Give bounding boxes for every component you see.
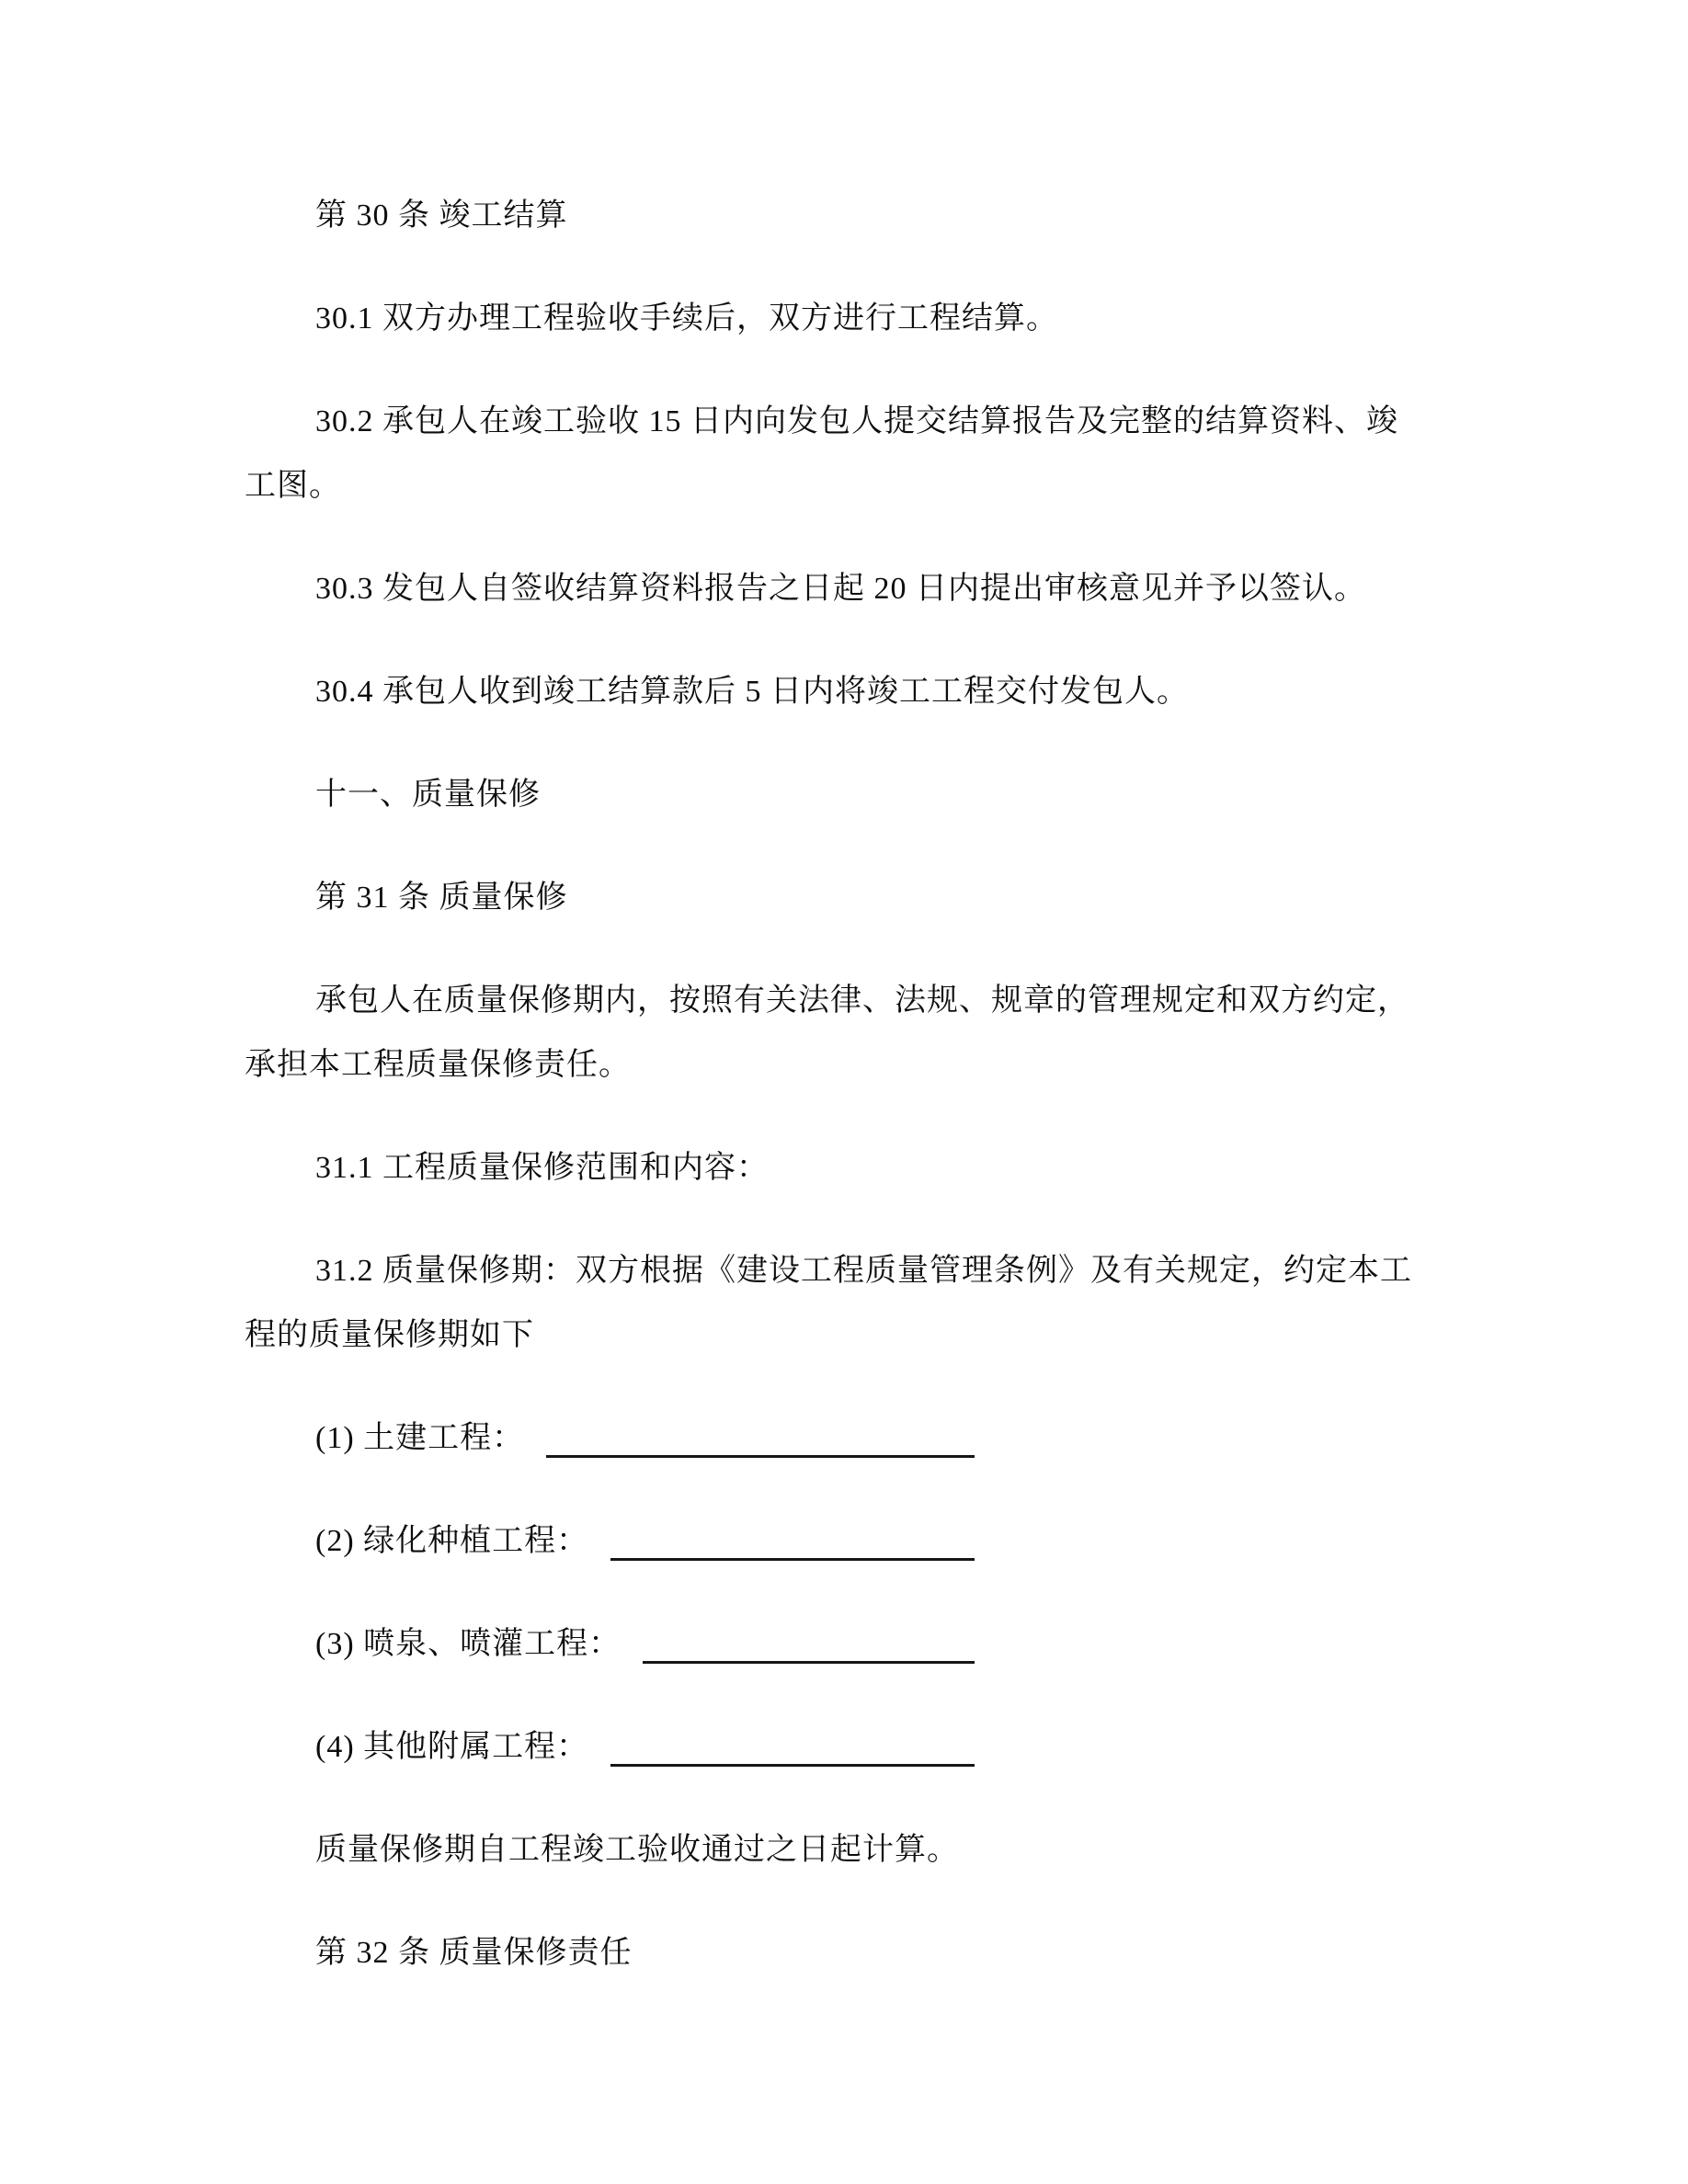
paragraph (245, 866, 1453, 930)
warranty-item-2-label: (2) 绿化种植工程： (315, 1524, 589, 1558)
clause-31-intro-line-2: 承担本工程质量保修责任。 (245, 1048, 631, 1082)
paragraph (245, 1818, 1453, 1883)
warranty-item-2 (245, 1509, 975, 1574)
warranty-item-1-blank-line (546, 1455, 975, 1458)
section-11-heading: 十一、质量保修 (315, 778, 541, 812)
warranty-item-3 (245, 1612, 975, 1677)
warranty-item-4-blank-line (610, 1764, 975, 1767)
warranty-item-3-label: (3) 喷泉、喷灌工程： (315, 1627, 622, 1661)
paragraph (245, 660, 1453, 724)
paragraph (245, 969, 1453, 1098)
paragraph (245, 1406, 1453, 1471)
paragraph (245, 1612, 1453, 1677)
clause-31-intro-line-1: 承包人在质量保修期内，按照有关法律、法规、规章的管理规定和双方约定， (315, 984, 1409, 1018)
document-content (245, 184, 1453, 2024)
clause-31-1-text: 31.1 工程质量保修范围和内容： (315, 1151, 769, 1185)
clause-30-2-text-line-1: 30.2 承包人在竣工验收 15 日内向发包人提交结算报告及完整的结算资料、竣 (315, 404, 1398, 438)
paragraph (245, 763, 1453, 827)
clause-30-2-text-line-2: 工图。 (245, 469, 341, 503)
clause-30-1-text: 30.1 双方办理工程验收手续后，双方进行工程结算。 (315, 301, 1058, 336)
clause-30-heading: 第 30 条 竣工结算 (315, 199, 568, 233)
clause-31-2-text-line-2: 程的质量保修期如下 (245, 1318, 534, 1352)
paragraph (245, 184, 1453, 248)
clause-31-heading: 第 31 条 质量保修 (315, 881, 568, 915)
warranty-item-2-blank-line (610, 1558, 975, 1561)
clause-32-heading: 第 32 条 质量保修责任 (315, 1936, 633, 1970)
warranty-item-1-label: (1) 土建工程： (315, 1421, 525, 1455)
warranty-start-note: 质量保修期自工程竣工验收通过之日起计算。 (315, 1833, 959, 1867)
clause-30-3-text: 30.3 发包人自签收结算资料报告之日起 20 日内提出审核意见并予以签认。 (315, 572, 1366, 606)
paragraph (245, 287, 1453, 351)
paragraph (245, 1136, 1453, 1200)
clause-31-2-text-line-1: 31.2 质量保修期：双方根据《建设工程质量管理条例》及有关规定，约定本工 (315, 1254, 1412, 1288)
paragraph (245, 390, 1453, 518)
paragraph (245, 557, 1453, 621)
paragraph (245, 1509, 1453, 1574)
warranty-item-4 (245, 1715, 975, 1780)
warranty-item-4-label: (4) 其他附属工程： (315, 1730, 589, 1764)
clause-30-4-text: 30.4 承包人收到竣工结算款后 5 日内将竣工工程交付发包人。 (315, 675, 1189, 709)
warranty-item-1 (245, 1406, 975, 1471)
paragraph (245, 1715, 1453, 1780)
warranty-item-3-blank-line (643, 1661, 975, 1664)
paragraph (245, 1239, 1453, 1368)
paragraph (245, 1921, 1453, 1985)
